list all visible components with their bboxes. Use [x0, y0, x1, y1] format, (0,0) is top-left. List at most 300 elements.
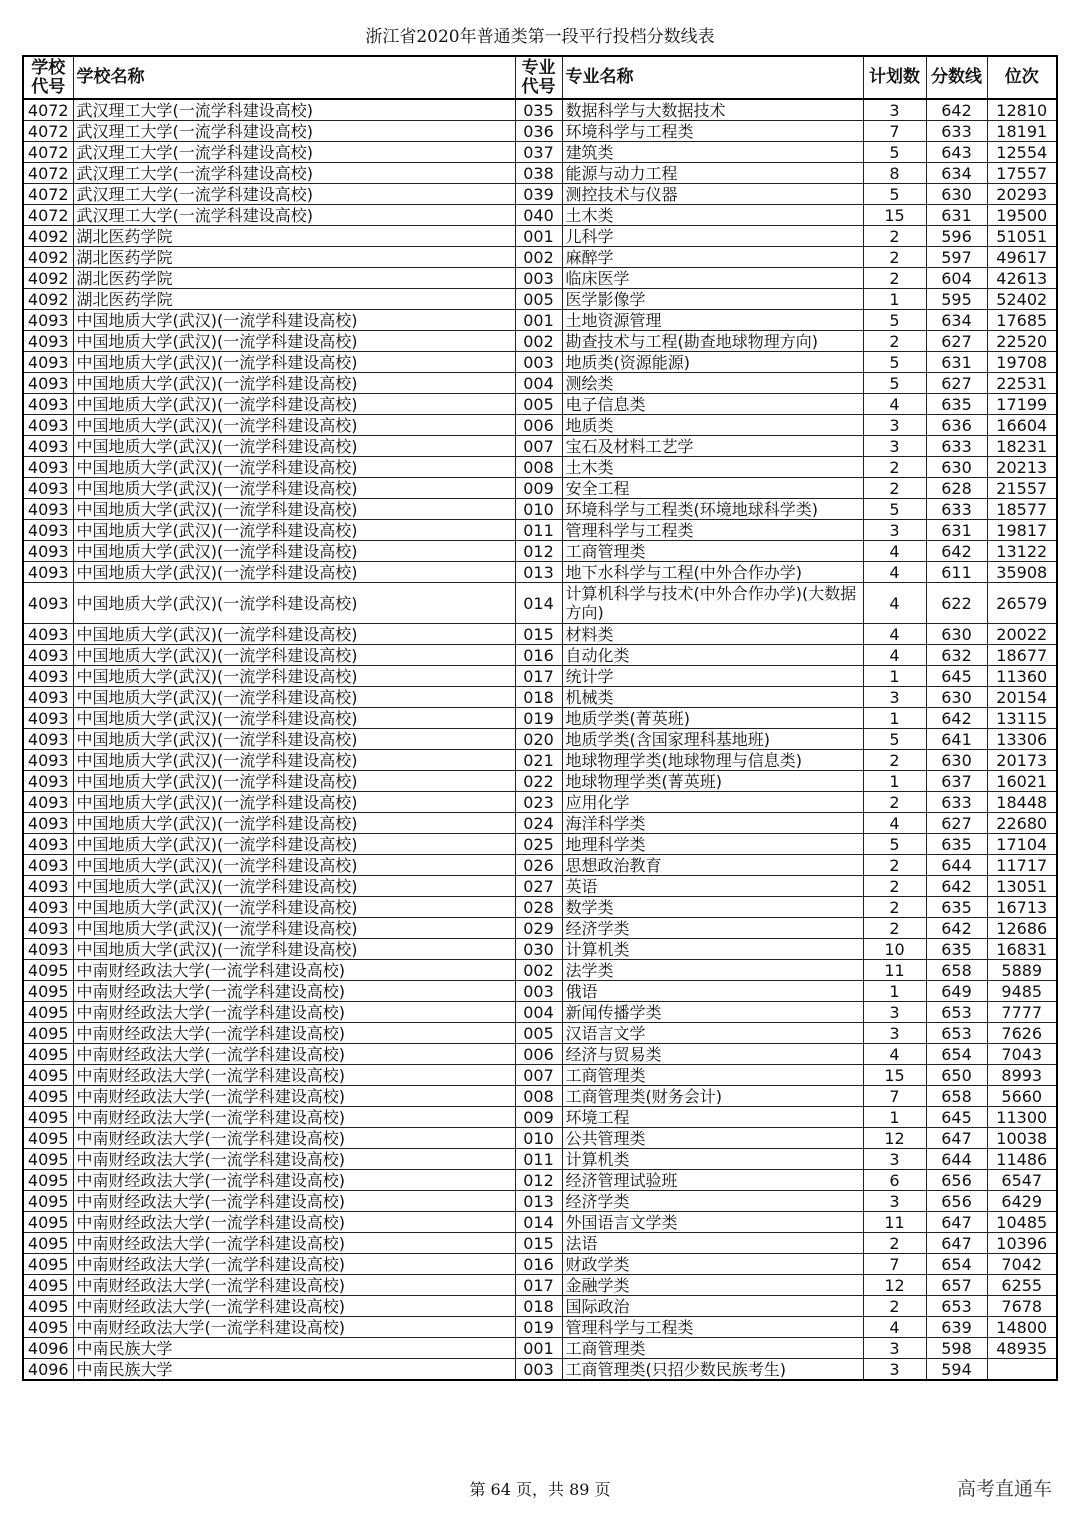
- cell-plan: 3: [863, 1002, 926, 1023]
- cell-score: 658: [926, 960, 987, 981]
- table-row: [23, 771, 1057, 792]
- cell-school-code: 4093: [23, 666, 73, 687]
- cell-school-code: 4093: [23, 771, 73, 792]
- cell-rank: 7777: [987, 1002, 1057, 1023]
- cell-plan: 8: [863, 163, 926, 184]
- cell-plan: 1: [863, 289, 926, 310]
- cell-school-code: 4095: [23, 1086, 73, 1107]
- cell-score: 630: [926, 687, 987, 708]
- table-row: [23, 373, 1057, 394]
- cell-rank: 11486: [987, 1149, 1057, 1170]
- cell-school-name: 中南财经政法大学(一流学科建设高校): [73, 1065, 515, 1086]
- cell-school-code: 4093: [23, 918, 73, 939]
- cell-major-name: 俄语: [562, 981, 863, 1002]
- cell-rank: 7626: [987, 1023, 1057, 1044]
- cell-school-name: 中国地质大学(武汉)(一流学科建设高校): [73, 687, 515, 708]
- cell-rank: 13051: [987, 876, 1057, 897]
- cell-score: 656: [926, 1191, 987, 1212]
- cell-major-name: 环境科学与工程类(环境地球科学类): [562, 499, 863, 520]
- cell-score: 598: [926, 1338, 987, 1359]
- cell-major-code: 005: [515, 289, 562, 310]
- cell-rank: 19817: [987, 520, 1057, 541]
- cell-rank: 6429: [987, 1191, 1057, 1212]
- cell-score: 622: [926, 583, 987, 624]
- cell-plan: 3: [863, 1023, 926, 1044]
- cell-school-code: 4093: [23, 708, 73, 729]
- cell-major-name: 计算机科学与技术(中外合作办学)(大数据方向): [562, 583, 863, 624]
- cell-school-name: 中国地质大学(武汉)(一流学科建设高校): [73, 645, 515, 666]
- cell-major-code: 019: [515, 1317, 562, 1338]
- cell-score: 654: [926, 1254, 987, 1275]
- cell-school-code: 4095: [23, 1275, 73, 1296]
- cell-school-name: 中国地质大学(武汉)(一流学科建设高校): [73, 436, 515, 457]
- cell-major-code: 016: [515, 1254, 562, 1275]
- cell-school-name: 中国地质大学(武汉)(一流学科建设高校): [73, 541, 515, 562]
- cell-major-name: 工商管理类: [562, 1338, 863, 1359]
- cell-rank: 21557: [987, 478, 1057, 499]
- cell-rank: 48935: [987, 1338, 1057, 1359]
- cell-score: 595: [926, 289, 987, 310]
- cell-major-code: 009: [515, 478, 562, 499]
- cell-major-code: 002: [515, 247, 562, 268]
- cell-major-name: 土木类: [562, 205, 863, 226]
- cell-school-name: 中南财经政法大学(一流学科建设高校): [73, 960, 515, 981]
- cell-major-name: 统计学: [562, 666, 863, 687]
- header-score: 分数线: [926, 56, 987, 99]
- cell-school-name: 中南财经政法大学(一流学科建设高校): [73, 1296, 515, 1317]
- table-row: [23, 1275, 1057, 1296]
- cell-school-code: 4093: [23, 499, 73, 520]
- cell-school-code: 4093: [23, 520, 73, 541]
- cell-plan: 3: [863, 1359, 926, 1381]
- cell-major-code: 035: [515, 99, 562, 121]
- cell-rank: 49617: [987, 247, 1057, 268]
- table-row: [23, 499, 1057, 520]
- cell-school-name: 中国地质大学(武汉)(一流学科建设高校): [73, 813, 515, 834]
- cell-plan: 5: [863, 729, 926, 750]
- cell-school-name: 中国地质大学(武汉)(一流学科建设高校): [73, 478, 515, 499]
- cell-score: 631: [926, 520, 987, 541]
- header-plan: 计划数: [863, 56, 926, 99]
- cell-major-code: 016: [515, 645, 562, 666]
- cell-score: 628: [926, 478, 987, 499]
- cell-school-code: 4092: [23, 289, 73, 310]
- cell-major-code: 001: [515, 1338, 562, 1359]
- cell-school-code: 4072: [23, 99, 73, 121]
- cell-major-name: 财政学类: [562, 1254, 863, 1275]
- cell-major-name: 工商管理类(财务会计): [562, 1086, 863, 1107]
- cell-score: 643: [926, 142, 987, 163]
- cell-plan: 2: [863, 331, 926, 352]
- cell-plan: 2: [863, 478, 926, 499]
- cell-score: 650: [926, 1065, 987, 1086]
- cell-score: 642: [926, 876, 987, 897]
- cell-plan: 12: [863, 1128, 926, 1149]
- cell-plan: 5: [863, 184, 926, 205]
- cell-score: 596: [926, 226, 987, 247]
- cell-major-name: 数据科学与大数据技术: [562, 99, 863, 121]
- cell-rank: 18677: [987, 645, 1057, 666]
- cell-major-name: 经济管理试验班: [562, 1170, 863, 1191]
- cell-rank: 22531: [987, 373, 1057, 394]
- cell-school-name: 中国地质大学(武汉)(一流学科建设高校): [73, 499, 515, 520]
- cell-rank: 16021: [987, 771, 1057, 792]
- cell-plan: 2: [863, 876, 926, 897]
- cell-school-name: 中南财经政法大学(一流学科建设高校): [73, 1212, 515, 1233]
- header-rank: 位次: [987, 56, 1057, 99]
- cell-major-name: 医学影像学: [562, 289, 863, 310]
- cell-major-name: 数学类: [562, 897, 863, 918]
- cell-rank: 7042: [987, 1254, 1057, 1275]
- cell-major-code: 019: [515, 708, 562, 729]
- cell-plan: 1: [863, 708, 926, 729]
- cell-rank: 20293: [987, 184, 1057, 205]
- table-row: [23, 1338, 1057, 1359]
- cell-plan: 1: [863, 1107, 926, 1128]
- cell-major-code: 021: [515, 750, 562, 771]
- cell-major-code: 002: [515, 331, 562, 352]
- cell-score: 657: [926, 1275, 987, 1296]
- table-row: [23, 1002, 1057, 1023]
- cell-rank: 18448: [987, 792, 1057, 813]
- cell-rank: 10038: [987, 1128, 1057, 1149]
- table-row: [23, 184, 1057, 205]
- cell-school-name: 中国地质大学(武汉)(一流学科建设高校): [73, 415, 515, 436]
- cell-school-name: 中国地质大学(武汉)(一流学科建设高校): [73, 583, 515, 624]
- cell-school-name: 中国地质大学(武汉)(一流学科建设高校): [73, 792, 515, 813]
- cell-school-name: 中国地质大学(武汉)(一流学科建设高校): [73, 939, 515, 960]
- cell-school-name: 武汉理工大学(一流学科建设高校): [73, 99, 515, 121]
- cell-major-code: 025: [515, 834, 562, 855]
- cell-major-name: 法语: [562, 1233, 863, 1254]
- cell-major-code: 004: [515, 1002, 562, 1023]
- table-row: [23, 415, 1057, 436]
- cell-school-name: 中国地质大学(武汉)(一流学科建设高校): [73, 562, 515, 583]
- cell-plan: 4: [863, 813, 926, 834]
- cell-school-name: 中国地质大学(武汉)(一流学科建设高校): [73, 771, 515, 792]
- cell-school-name: 武汉理工大学(一流学科建设高校): [73, 184, 515, 205]
- cell-major-code: 003: [515, 352, 562, 373]
- cell-score: 645: [926, 1107, 987, 1128]
- cell-major-name: 经济学类: [562, 1191, 863, 1212]
- cell-school-code: 4093: [23, 729, 73, 750]
- cell-rank: 11717: [987, 855, 1057, 876]
- cell-school-name: 中国地质大学(武汉)(一流学科建设高校): [73, 750, 515, 771]
- cell-rank: 22680: [987, 813, 1057, 834]
- cell-major-name: 测绘类: [562, 373, 863, 394]
- cell-school-code: 4093: [23, 750, 73, 771]
- table-row: [23, 1359, 1057, 1381]
- cell-rank: 13122: [987, 541, 1057, 562]
- cell-score: 641: [926, 729, 987, 750]
- cell-major-name: 建筑类: [562, 142, 863, 163]
- table-row: [23, 1128, 1057, 1149]
- cell-score: 633: [926, 792, 987, 813]
- cell-school-code: 4093: [23, 855, 73, 876]
- table-row: [23, 247, 1057, 268]
- cell-rank: 51051: [987, 226, 1057, 247]
- cell-major-name: 应用化学: [562, 792, 863, 813]
- table-row: [23, 163, 1057, 184]
- cell-major-code: 024: [515, 813, 562, 834]
- table-row: [23, 562, 1057, 583]
- cell-school-name: 中国地质大学(武汉)(一流学科建设高校): [73, 897, 515, 918]
- cell-school-name: 中南财经政法大学(一流学科建设高校): [73, 1128, 515, 1149]
- cell-school-code: 4095: [23, 1002, 73, 1023]
- cell-plan: 4: [863, 624, 926, 645]
- cell-rank: 18577: [987, 499, 1057, 520]
- cell-major-code: 011: [515, 1149, 562, 1170]
- cell-rank: 42613: [987, 268, 1057, 289]
- cell-rank: 9485: [987, 981, 1057, 1002]
- table-row: [23, 729, 1057, 750]
- cell-score: 644: [926, 1149, 987, 1170]
- cell-school-name: 中南财经政法大学(一流学科建设高校): [73, 1170, 515, 1191]
- table-row: [23, 666, 1057, 687]
- cell-school-code: 4095: [23, 1128, 73, 1149]
- table-row: [23, 310, 1057, 331]
- cell-rank: [987, 1359, 1057, 1381]
- cell-plan: 5: [863, 310, 926, 331]
- cell-major-name: 土木类: [562, 457, 863, 478]
- cell-school-code: 4072: [23, 205, 73, 226]
- cell-major-name: 公共管理类: [562, 1128, 863, 1149]
- cell-school-name: 中南民族大学: [73, 1338, 515, 1359]
- cell-score: 642: [926, 918, 987, 939]
- page-title: 浙江省2020年普通类第一段平行投档分数线表: [365, 27, 715, 47]
- cell-score: 642: [926, 541, 987, 562]
- cell-score: 631: [926, 352, 987, 373]
- cell-school-code: 4093: [23, 645, 73, 666]
- cell-rank: 20022: [987, 624, 1057, 645]
- cell-school-code: 4095: [23, 1149, 73, 1170]
- cell-score: 627: [926, 813, 987, 834]
- cell-rank: 12554: [987, 142, 1057, 163]
- cell-school-code: 4093: [23, 792, 73, 813]
- cell-score: 645: [926, 666, 987, 687]
- cell-major-code: 027: [515, 876, 562, 897]
- cell-school-name: 中国地质大学(武汉)(一流学科建设高校): [73, 520, 515, 541]
- cell-major-name: 自动化类: [562, 645, 863, 666]
- cell-major-code: 018: [515, 1296, 562, 1317]
- cell-rank: 35908: [987, 562, 1057, 583]
- cell-rank: 16713: [987, 897, 1057, 918]
- cell-school-code: 4072: [23, 121, 73, 142]
- cell-school-code: 4093: [23, 415, 73, 436]
- cell-rank: 7043: [987, 1044, 1057, 1065]
- cell-school-code: 4095: [23, 1107, 73, 1128]
- cell-plan: 4: [863, 645, 926, 666]
- cell-rank: 11300: [987, 1107, 1057, 1128]
- cell-plan: 3: [863, 1338, 926, 1359]
- cell-plan: 2: [863, 792, 926, 813]
- table-row: [23, 478, 1057, 499]
- table-row: [23, 876, 1057, 897]
- table-row: [23, 394, 1057, 415]
- cell-major-code: 001: [515, 226, 562, 247]
- cell-plan: 1: [863, 771, 926, 792]
- cell-plan: 4: [863, 1044, 926, 1065]
- cell-plan: 5: [863, 834, 926, 855]
- cell-plan: 3: [863, 687, 926, 708]
- cell-major-name: 地质学类(含国家理科基地班): [562, 729, 863, 750]
- cell-score: 635: [926, 394, 987, 415]
- cell-rank: 16604: [987, 415, 1057, 436]
- cell-major-name: 地球物理学类(菁英班): [562, 771, 863, 792]
- cell-score: 627: [926, 373, 987, 394]
- cell-plan: 4: [863, 1317, 926, 1338]
- cell-major-code: 014: [515, 583, 562, 624]
- table-row: [23, 939, 1057, 960]
- cell-plan: 7: [863, 1086, 926, 1107]
- cell-major-code: 013: [515, 562, 562, 583]
- cell-rank: 6547: [987, 1170, 1057, 1191]
- cell-plan: 1: [863, 981, 926, 1002]
- cell-major-name: 麻醉学: [562, 247, 863, 268]
- cell-plan: 2: [863, 750, 926, 771]
- cell-plan: 5: [863, 352, 926, 373]
- cell-major-name: 思想政治教育: [562, 855, 863, 876]
- cell-school-name: 中国地质大学(武汉)(一流学科建设高校): [73, 331, 515, 352]
- cell-major-code: 015: [515, 1233, 562, 1254]
- cell-plan: 12: [863, 1275, 926, 1296]
- cell-school-name: 中南财经政法大学(一流学科建设高校): [73, 1086, 515, 1107]
- cell-score: 634: [926, 163, 987, 184]
- cell-major-code: 003: [515, 981, 562, 1002]
- cell-major-code: 017: [515, 666, 562, 687]
- table-row: [23, 1065, 1057, 1086]
- cell-score: 594: [926, 1359, 987, 1381]
- cell-plan: 4: [863, 562, 926, 583]
- cell-school-name: 中南财经政法大学(一流学科建设高校): [73, 1254, 515, 1275]
- cell-score: 639: [926, 1317, 987, 1338]
- cell-major-code: 012: [515, 1170, 562, 1191]
- table-row: [23, 1044, 1057, 1065]
- table-row: [23, 1254, 1057, 1275]
- table-row: [23, 1149, 1057, 1170]
- table-row: [23, 813, 1057, 834]
- score-table: [22, 55, 1058, 1381]
- cell-rank: 20173: [987, 750, 1057, 771]
- cell-major-code: 004: [515, 373, 562, 394]
- cell-rank: 19500: [987, 205, 1057, 226]
- cell-score: 653: [926, 1002, 987, 1023]
- cell-major-code: 023: [515, 792, 562, 813]
- table-row: [23, 687, 1057, 708]
- cell-rank: 17199: [987, 394, 1057, 415]
- cell-score: 630: [926, 184, 987, 205]
- cell-major-name: 环境科学与工程类: [562, 121, 863, 142]
- cell-school-name: 湖北医药学院: [73, 289, 515, 310]
- cell-major-name: 勘查技术与工程(勘查地球物理方向): [562, 331, 863, 352]
- cell-major-name: 地下水科学与工程(中外合作办学): [562, 562, 863, 583]
- page-number: 第 64 页，共 89 页: [469, 1480, 611, 1499]
- cell-rank: 14800: [987, 1317, 1057, 1338]
- cell-school-name: 中南财经政法大学(一流学科建设高校): [73, 1002, 515, 1023]
- table-row: [23, 1296, 1057, 1317]
- cell-major-name: 英语: [562, 876, 863, 897]
- cell-major-code: 002: [515, 960, 562, 981]
- cell-major-code: 005: [515, 1023, 562, 1044]
- cell-score: 611: [926, 562, 987, 583]
- cell-plan: 2: [863, 1296, 926, 1317]
- cell-rank: 13306: [987, 729, 1057, 750]
- cell-score: 634: [926, 310, 987, 331]
- cell-school-name: 中南财经政法大学(一流学科建设高校): [73, 1107, 515, 1128]
- cell-plan: 7: [863, 1254, 926, 1275]
- cell-plan: 4: [863, 583, 926, 624]
- cell-plan: 15: [863, 1065, 926, 1086]
- cell-major-name: 海洋科学类: [562, 813, 863, 834]
- cell-school-code: 4093: [23, 624, 73, 645]
- table-row: [23, 1023, 1057, 1044]
- cell-school-name: 中南财经政法大学(一流学科建设高校): [73, 1023, 515, 1044]
- cell-major-code: 008: [515, 1086, 562, 1107]
- cell-rank: 12810: [987, 99, 1057, 121]
- cell-score: 604: [926, 268, 987, 289]
- cell-rank: 10396: [987, 1233, 1057, 1254]
- cell-rank: 18231: [987, 436, 1057, 457]
- cell-school-code: 4095: [23, 1233, 73, 1254]
- cell-major-name: 计算机类: [562, 1149, 863, 1170]
- cell-rank: 11360: [987, 666, 1057, 687]
- table-row: [23, 520, 1057, 541]
- table-row: [23, 645, 1057, 666]
- cell-rank: 16831: [987, 939, 1057, 960]
- cell-major-code: 015: [515, 624, 562, 645]
- cell-plan: 10: [863, 939, 926, 960]
- cell-school-name: 中国地质大学(武汉)(一流学科建设高校): [73, 310, 515, 331]
- cell-rank: 10485: [987, 1212, 1057, 1233]
- cell-major-code: 039: [515, 184, 562, 205]
- cell-major-name: 地理科学类: [562, 834, 863, 855]
- cell-plan: 5: [863, 142, 926, 163]
- table-row: [23, 1317, 1057, 1338]
- cell-major-code: 006: [515, 415, 562, 436]
- cell-score: 630: [926, 457, 987, 478]
- cell-rank: 17685: [987, 310, 1057, 331]
- cell-school-code: 4095: [23, 1065, 73, 1086]
- cell-school-name: 中国地质大学(武汉)(一流学科建设高校): [73, 457, 515, 478]
- cell-plan: 3: [863, 1149, 926, 1170]
- cell-school-name: 中南财经政法大学(一流学科建设高校): [73, 1233, 515, 1254]
- cell-major-name: 法学类: [562, 960, 863, 981]
- cell-plan: 3: [863, 436, 926, 457]
- cell-plan: 3: [863, 99, 926, 121]
- cell-plan: 3: [863, 1191, 926, 1212]
- table-row: [23, 457, 1057, 478]
- cell-rank: 17557: [987, 163, 1057, 184]
- cell-rank: 6255: [987, 1275, 1057, 1296]
- cell-plan: 2: [863, 247, 926, 268]
- table-header-row: [23, 56, 1057, 99]
- table-row: [23, 1107, 1057, 1128]
- table-row: [23, 1233, 1057, 1254]
- cell-major-name: 管理科学与工程类: [562, 520, 863, 541]
- cell-major-name: 地球物理学类(地球物理与信息类): [562, 750, 863, 771]
- cell-major-code: 028: [515, 897, 562, 918]
- cell-score: 649: [926, 981, 987, 1002]
- cell-rank: 5660: [987, 1086, 1057, 1107]
- cell-major-code: 020: [515, 729, 562, 750]
- cell-rank: 18191: [987, 121, 1057, 142]
- cell-rank: 13115: [987, 708, 1057, 729]
- watermark: 高考直通车: [956, 1478, 1052, 1500]
- table-row: [23, 1212, 1057, 1233]
- cell-school-name: 中国地质大学(武汉)(一流学科建设高校): [73, 918, 515, 939]
- cell-school-name: 中国地质大学(武汉)(一流学科建设高校): [73, 394, 515, 415]
- cell-score: 654: [926, 1044, 987, 1065]
